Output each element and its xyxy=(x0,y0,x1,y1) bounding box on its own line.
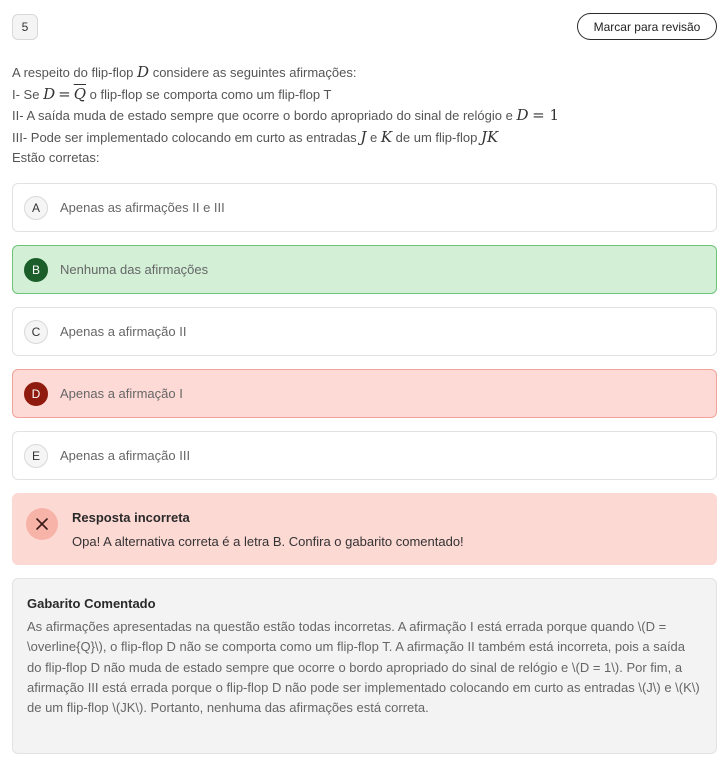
statement-intro: A respeito do flip-flop D considere as seguintes afirmações: xyxy=(12,63,357,81)
option-text-c: Apenas a afirmação II xyxy=(60,324,187,339)
option-c[interactable] xyxy=(12,307,717,356)
option-letter-b: B xyxy=(24,258,48,282)
statement-line-2: II- A saída muda de estado sempre que ocorre o bordo apropriado do sinal de relógio e D = 1 xyxy=(12,106,559,124)
option-letter-e: E xyxy=(24,444,48,468)
option-a[interactable] xyxy=(12,183,717,232)
commented-answer-text: As afirmações apresentadas na questão estão todas incorretas. A afirmação I está errada porque quando \(D = \overline{Q}\), o flip-flop D não se comporta como um flip-flop T. A afirmação II também está incorreta, pois a saída do flip-flop D não muda de estado sempre que ocorre o bordo apropriado do sinal de relógio e \(D = 1\). Por fim, a afirmação III está errada porque o flip-flop D não pode ser implementado colocando em curto as entradas \(J\) e \(K\) de um flip-flop \(JK\). Portanto, nenhuma das afirmações está correta. xyxy=(27,619,700,716)
option-letter-a: A xyxy=(24,196,48,220)
option-text-b: Nenhuma das afirmações xyxy=(60,262,209,277)
option-d[interactable] xyxy=(12,369,717,418)
mark-for-review-button[interactable]: Marcar para revisão xyxy=(577,13,717,40)
option-letter-c: C xyxy=(24,320,48,344)
question-number-badge: 5 xyxy=(12,14,38,40)
option-e[interactable] xyxy=(12,431,717,480)
commented-answer-title: Gabarito Comentado xyxy=(27,596,156,611)
option-text-d: Apenas a afirmação I xyxy=(60,386,183,401)
option-b[interactable] xyxy=(12,245,717,294)
statement-closing: Estão corretas: xyxy=(12,150,100,165)
feedback-message: Opa! A alternativa correta é a letra B. Confira o gabarito comentado! xyxy=(72,534,464,549)
option-letter-d: D xyxy=(24,382,48,406)
close-icon xyxy=(26,508,58,540)
statement-line-1: I- Se $D = \overline{Q}$ o flip-flop se comporta como um flip-flop T xyxy=(12,84,332,103)
option-text-e: Apenas a afirmação III xyxy=(60,448,191,463)
feedback-title: Resposta incorreta xyxy=(72,510,190,525)
option-text-a: Apenas as afirmações II e III xyxy=(60,200,225,215)
commented-answer-panel xyxy=(12,578,717,754)
statement-line-3: III- Pode ser implementado colocando em curto as entradas J e K de um flip-flop JK xyxy=(12,127,499,146)
question-statement xyxy=(12,62,712,169)
feedback-banner xyxy=(12,493,717,565)
